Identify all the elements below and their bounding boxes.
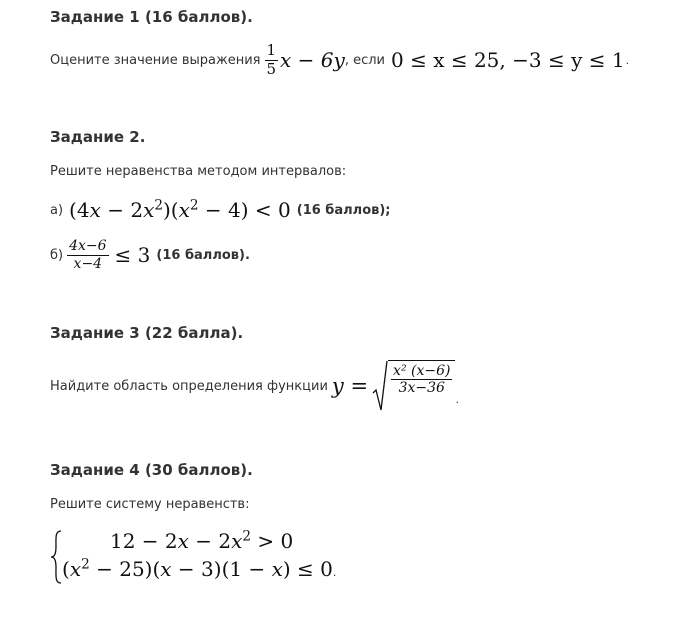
task3-body bbox=[50, 358, 459, 414]
task2-b-numerator: 4x−6 bbox=[69, 238, 107, 255]
task4-end: . bbox=[332, 566, 337, 579]
task2-a-label: а) bbox=[50, 202, 64, 218]
task1-fraction-denominator: 5 bbox=[266, 59, 277, 78]
task1-prompt: Оцените значение выражения bbox=[50, 52, 261, 68]
task3-end: . bbox=[455, 393, 459, 406]
task4-eq2-text bbox=[0, 0, 1, 1]
task2-b-rhs: ≤ 3 bbox=[114, 243, 151, 267]
task2-title: Задание 2. bbox=[50, 128, 146, 146]
task4-prompt: Решите систему неравенств: bbox=[50, 497, 250, 512]
task1-fraction bbox=[265, 42, 279, 78]
task2-a-inequality: $(4x - 2x^2)(x^2 - 4) < 0$ bbox=[69, 197, 291, 222]
task1-end: . bbox=[625, 53, 630, 67]
task2-b-denominator: x−4 bbox=[73, 255, 103, 272]
task2-part-b bbox=[50, 232, 250, 278]
task4-inequality-1: $12 - 2x - 2x^2 > 0$ bbox=[110, 528, 294, 553]
task2-a-points: (16 баллов); bbox=[296, 202, 391, 218]
task3-radicand-denominator: 3x−36 bbox=[398, 380, 445, 397]
task2-prompt: Решите неравенства методом интервалов: bbox=[50, 164, 347, 179]
task4-eq1-text bbox=[0, 0, 1, 1]
task3-title: Задание 3 (22 балла). bbox=[50, 324, 244, 342]
task2-b-points: (16 баллов). bbox=[156, 247, 250, 263]
task1-body bbox=[50, 40, 629, 80]
task1-fraction-numerator: 1 bbox=[266, 41, 277, 60]
task4-inequality-2: $(x^2 - 25)(x - 3)(1 - x) \le 0$. bbox=[62, 556, 337, 581]
task2-part-a bbox=[50, 196, 391, 224]
task1-expression-tail: x − 6y bbox=[280, 48, 345, 72]
task2-b-fraction bbox=[67, 238, 108, 271]
task3-radical bbox=[372, 360, 455, 412]
square-root-sign-icon bbox=[372, 360, 388, 412]
task4-title: Задание 4 (30 баллов). bbox=[50, 461, 253, 479]
task1-condition-word: , если bbox=[344, 52, 385, 68]
task3-prompt: Найдите область определения функции bbox=[50, 378, 328, 394]
task1-title: Задание 1 (16 баллов). bbox=[50, 8, 253, 26]
task3-lhs: y = bbox=[331, 374, 369, 398]
task3-radicand-numerator: x² (x−6) bbox=[393, 363, 451, 379]
task1-condition: 0 ≤ x ≤ 25, −3 ≤ y ≤ 1 bbox=[391, 48, 625, 72]
left-brace-icon bbox=[50, 530, 62, 584]
task4-system bbox=[50, 528, 336, 586]
task2-b-label: б) bbox=[50, 247, 64, 263]
